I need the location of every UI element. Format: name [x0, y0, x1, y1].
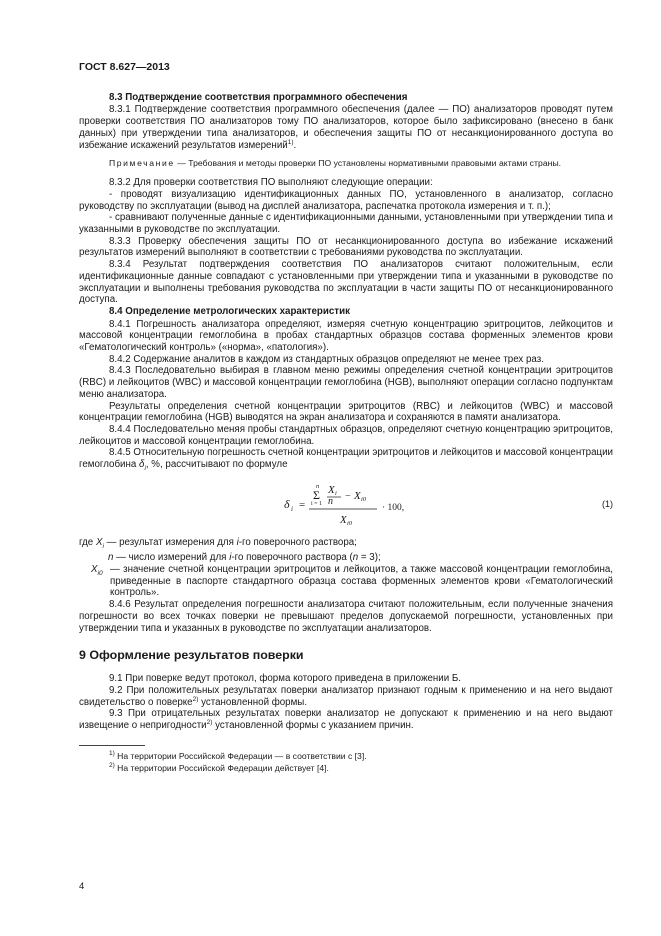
- legend-row: где $X_i$ — результат измерения для i-го поверочного раствора;: [79, 536, 357, 550]
- section-8-4-heading: 8.4 Определение метрологических характеристик: [109, 305, 350, 317]
- footnote-divider: [79, 745, 145, 746]
- paragraph-8-4-1: 8.4.1 Погрешность анализатора определяют, измеряя счетную концентрацию эритроцитов, лейкоцитов и массовой концентрации гемоглобина в пробах стандартных образцов состава форменных элементов крови «Гематологический контроль» («норма», «патология»).: [79, 318, 613, 354]
- list-item: - сравнивают полученные данные с идентификационными данными, установленными при утверждении типа и указанными в руководстве по эксплуатации.: [79, 212, 613, 236]
- paragraph-8-4-3-results: Результаты определения счетной концентрации эритроцитов (RBC) и лейкоцитов (WBC) и массовой концентрации гемоглобина (HGB) выводятся на экран анализатора и сохраняются в памяти анализатора.: [79, 400, 613, 424]
- formula-number: (1): [602, 498, 613, 509]
- paragraph-8-3-4: 8.3.4 Результат подтверждения соответствия ПО анализаторов считают положительным, если идентификационные данные совпадают с установленными при утверждении типа и указанными в руководстве по эксплуатации и выполнены требования руководства по эксплуатации в части защиты ПО от несанкционированного доступа.: [79, 259, 613, 306]
- footnote-ref: 2): [192, 695, 199, 703]
- footnote-ref: 1): [287, 138, 294, 146]
- paragraph-9-2: 9.2 При положительных результатах поверки анализатор признают годным к применению и на него выдают свидетельство о поверке$^{2)}$ установленной формы.: [79, 685, 613, 708]
- note: Примечание — Требования и методы проверки ПО установлены нормативными правовыми актами страны.: [109, 158, 562, 169]
- section-8-3-heading: 8.3 Подтверждение соответствия программного обеспечения: [109, 91, 408, 103]
- formula-legend: [79, 537, 613, 599]
- paragraph-8-4-4: 8.4.4 Последовательно меняя пробы стандартных образцов, определяют счетную концентрацию эритроцитов, лейкоцитов и массовой концентрации гемоглобина.: [79, 423, 613, 447]
- paragraph-8-4-2: 8.4.2 Содержание аналитов в каждом из стандартных образцов определяют не менее трех раз.: [109, 353, 544, 365]
- formula-lhs: δ: [284, 496, 290, 511]
- formula-x-sub: i: [335, 489, 337, 497]
- formula-n: n: [328, 495, 333, 507]
- paragraph-8-4-3: 8.4.3 Последовательно выбирая в главном меню режимы определения счетной концентрации эритроцитов (RBC) и лейкоцитов (WBC) и массовой концентрации гемоглобина (HGB), выполняют операции согласно подпунктам меню анализатора.: [79, 365, 613, 400]
- footnote-2: $^{2)}$ На территории Российской Федерации действует [4].: [109, 761, 329, 773]
- formula-x: X: [328, 483, 335, 496]
- formula-x0: X: [354, 489, 361, 502]
- legend-row: n — число измерений для i-го поверочного раствора (n = 3);: [108, 552, 381, 564]
- paragraph-9-1: 9.1 При поверке ведут протокол, форма которого приведена в приложении Б.: [109, 673, 461, 685]
- paragraph-8-3-3: 8.3.3 Проверку обеспечения защиты ПО от несанкционированного доступа во избежание искажений результатов измерений выполняют в соответствии с требованиями руководства по эксплуатации.: [79, 235, 613, 259]
- formula-den-sub: i0: [347, 519, 353, 527]
- page-number: 4: [79, 881, 85, 892]
- paragraph-8-3-1: 8.3.1 Подтверждение соответствия программного обеспечения (далее — ПО) анализаторов проводят путем проверки соответствия ПО анализаторов тому ПО анализаторов, которое было зафиксировано (внесено в банк данных) при утверждении типа анализаторов, и обеспечения защиты ПО от несанкционированного доступа во избежание искажений результатов измерений$^{1)}$.: [79, 104, 613, 151]
- formula-1: [79, 479, 613, 531]
- legend-row: $X_{i0}$ — значение счетной концентрации эритроцитов и лейкоцитов, а также массовой концентрации гемоглобина, приведенные в паспорте стандартного образца состава форменных элементов крови «Гематологический контроль».: [91, 564, 613, 599]
- footnote-ref: 2): [206, 719, 213, 727]
- document-header: ГОСТ 8.627—2013: [79, 61, 170, 73]
- formula-eq: =: [299, 498, 306, 511]
- formula-x0-sub: i0: [361, 495, 367, 503]
- formula-svg: [79, 479, 613, 531]
- list-item: - проводят визуализацию идентификационных данных ПО, установленного в анализатор, согласно руководству по эксплуатации (вывод на дисплей анализатора, распечатка протокола измерения и т. п.);: [79, 188, 613, 212]
- footnote-1: $^{1)}$ На территории Российской Федерации — в соответствии с [3].: [109, 749, 367, 761]
- formula-minus: −: [345, 490, 351, 502]
- formula-sum: Σ: [313, 487, 320, 502]
- paragraph-8-4-6: 8.4.6 Результат определения погрешности анализатора считают положительным, если полученные значения погрешности во всех точках поверки не превышают пределов допускаемой погрешности, установленных при утверждении типа и указанных в руководстве по эксплуатации анализаторов.: [79, 599, 613, 634]
- formula-times: · 100,: [382, 502, 405, 513]
- paragraph-8-4-5: 8.4.5 Относительную погрешность счетной концентрации эритроцитов и лейкоцитов и массовой концентрации гемоглобина $\delta_i$, %, рассчитывают по формуле: [79, 447, 613, 473]
- section-9-heading: 9 Оформление результатов поверки: [79, 648, 304, 663]
- paragraph-8-3-2: 8.3.2 Для проверки соответствия ПО выполняют следующие операции:: [109, 177, 433, 189]
- formula-sum-top: n: [316, 482, 320, 490]
- formula-lhs-sub: i: [291, 504, 293, 513]
- paragraph-9-3: 9.3 При отрицательных результатах поверки анализатор не допускают к применению и на него выдают извещение о непригодности$^{2)}$ установленной формы с указанием причин.: [79, 708, 613, 732]
- formula-den-x0: X: [340, 513, 347, 526]
- note-label: Примечание: [109, 158, 175, 169]
- formula-sum-bottom: i = 1: [311, 500, 323, 507]
